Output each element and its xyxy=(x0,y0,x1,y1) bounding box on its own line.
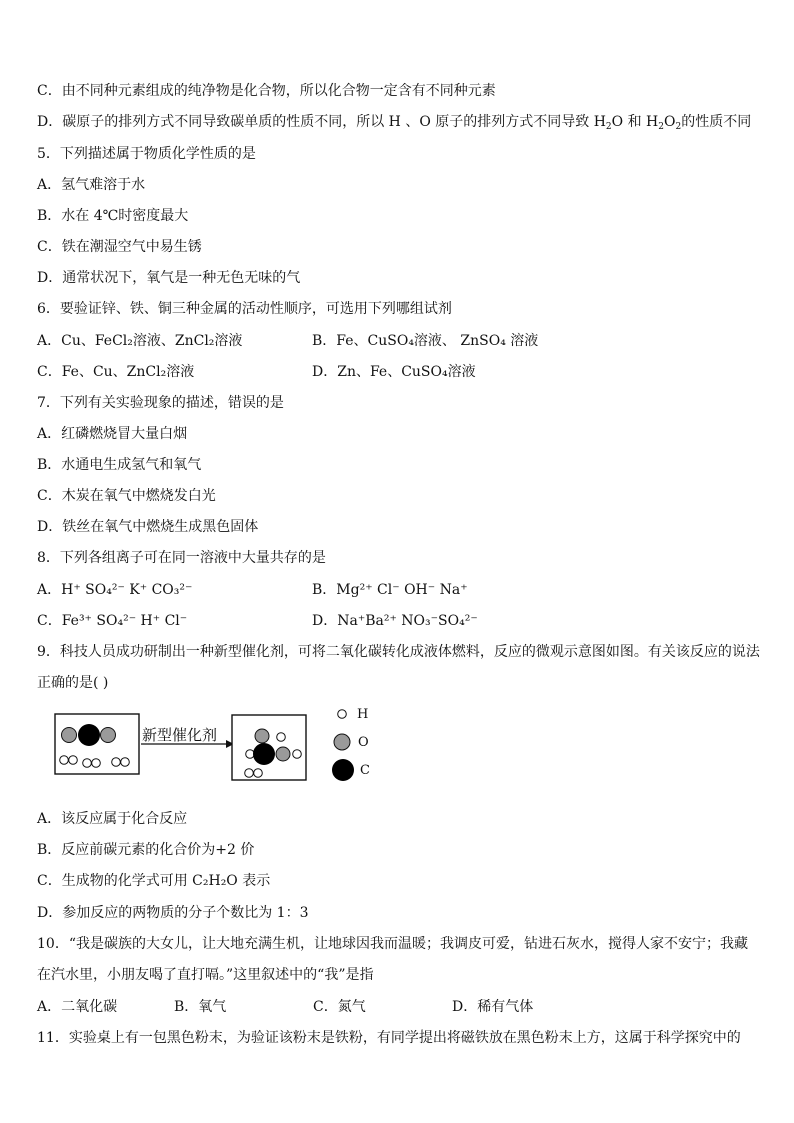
q10-option-b: B．氧气 xyxy=(174,999,227,1015)
legend xyxy=(332,707,370,781)
co2-molecule xyxy=(62,724,116,746)
q6-option-b: B．Fe、CuSO₄溶液、 ZnSO₄ 溶液 xyxy=(312,333,539,349)
q10-stem-line2: 在汽水里，小朋友喝了直打嗝。”这里叙述中的“我”是指 xyxy=(37,967,374,983)
legend-o-swatch xyxy=(334,734,350,750)
q6-option-a: A．Cu、FeCl₂溶液、ZnCl₂溶液 xyxy=(37,333,243,349)
q4-option-d-part3: O xyxy=(663,114,676,130)
q10-option-c: C．氮气 xyxy=(313,999,366,1015)
q6-stem: 6．要验证锌、铁、铜三种金属的活动性顺序，可选用下列哪组试剂 xyxy=(37,301,452,317)
q9-option-d: D．参加反应的两物质的分子个数比为 1：3 xyxy=(37,905,309,921)
q7-option-c: C．木炭在氧气中燃烧发白光 xyxy=(37,488,216,504)
catalyst-label: 新型催化剂 xyxy=(142,726,218,744)
q9-option-c: C．生成物的化学式可用 C₂H₂O 表示 xyxy=(37,873,271,889)
q8-option-b: B．Mg²⁺ Cl⁻ OH⁻ Na⁺ xyxy=(312,582,468,598)
q8-option-d: D．Na⁺Ba²⁺ NO₃⁻SO₄²⁻ xyxy=(312,613,478,629)
q9-option-b: B．反应前碳元素的化合价为+2 价 xyxy=(37,842,255,858)
q5-option-a: A．氢气难溶于水 xyxy=(37,177,146,193)
q6-option-c: C．Fe、Cu、ZnCl₂溶液 xyxy=(37,364,195,380)
q4-option-d-part4: 的性质不同 xyxy=(681,114,752,130)
q7-stem: 7．下列有关实验现象的描述，错误的是 xyxy=(37,395,284,411)
q10-option-a: A．二氧化碳 xyxy=(37,999,118,1015)
q6-option-d: D．Zn、Fe、CuSO₄溶液 xyxy=(312,364,476,380)
legend-h-label: H xyxy=(357,707,369,722)
legend-c-label: C xyxy=(360,763,370,778)
q8-stem: 8．下列各组离子可在同一溶液中大量共存的是 xyxy=(37,550,326,566)
q4-option-d-part1: D．碳原子的排列方式不同导致碳单质的性质不同，所以 H 、O 原子的排列方式不同导致 H xyxy=(37,114,606,130)
q5-option-d: D．通常状况下，氧气是一种无色无味的气 xyxy=(37,270,301,286)
q4-option-d-part2: O 和 H xyxy=(611,114,659,130)
q11-stem: 11．实验桌上有一包黑色粉末，为验证该粉末是铁粉，有同学提出将磁铁放在黑色粉末上方，这属于科学探究中的 xyxy=(37,1030,741,1046)
q7-option-d: D．铁丝在氧气中燃烧生成黑色固体 xyxy=(37,519,259,535)
q5-option-c: C．铁在潮湿空气中易生锈 xyxy=(37,239,202,255)
legend-c-swatch xyxy=(332,759,354,781)
q7-option-a: A．红磷燃烧冒大量白烟 xyxy=(37,426,188,442)
legend-h-swatch xyxy=(338,710,347,719)
q5-stem: 5．下列描述属于物质化学性质的是 xyxy=(37,146,256,162)
q8-option-a: A．H⁺ SO₄²⁻ K⁺ CO₃²⁻ xyxy=(37,582,193,598)
q10-stem-line1: 10．“我是碳族的大女儿，让大地充满生机，让地球因我而温暖；我调皮可爱，钻进石灰水，搅得人家不安宁；我藏 xyxy=(37,936,748,952)
q9-stem-line2: 正确的是( ) xyxy=(37,675,109,691)
q4-option-d: D．碳原子的排列方式不同导致碳单质的性质不同，所以 H 、O 原子的排列方式不同导致 $H_2O$ 和 $H_2O_2$的性质不同 xyxy=(37,114,752,132)
q4-option-c: C．由不同种元素组成的纯净物是化合物，所以化合物一定含有不同种元素 xyxy=(37,83,496,99)
q7-option-b: B．水通电生成氢气和氧气 xyxy=(37,457,202,473)
q9-stem-line1: 9．科技人员成功研制出一种新型催化剂，可将二氧化碳转化成液体燃料，反应的微观示意图如图。有关该反应的说法 xyxy=(37,644,760,660)
q10-option-d: D．稀有气体 xyxy=(452,999,534,1015)
q9-option-a: A．该反应属于化合反应 xyxy=(37,811,188,827)
legend-o-label: O xyxy=(358,735,369,750)
q8-option-c: C．Fe³⁺ SO₄²⁻ H⁺ Cl⁻ xyxy=(37,613,188,629)
q5-option-b: B．水在 4℃时密度最大 xyxy=(37,208,189,224)
reaction-diagram xyxy=(52,700,392,790)
